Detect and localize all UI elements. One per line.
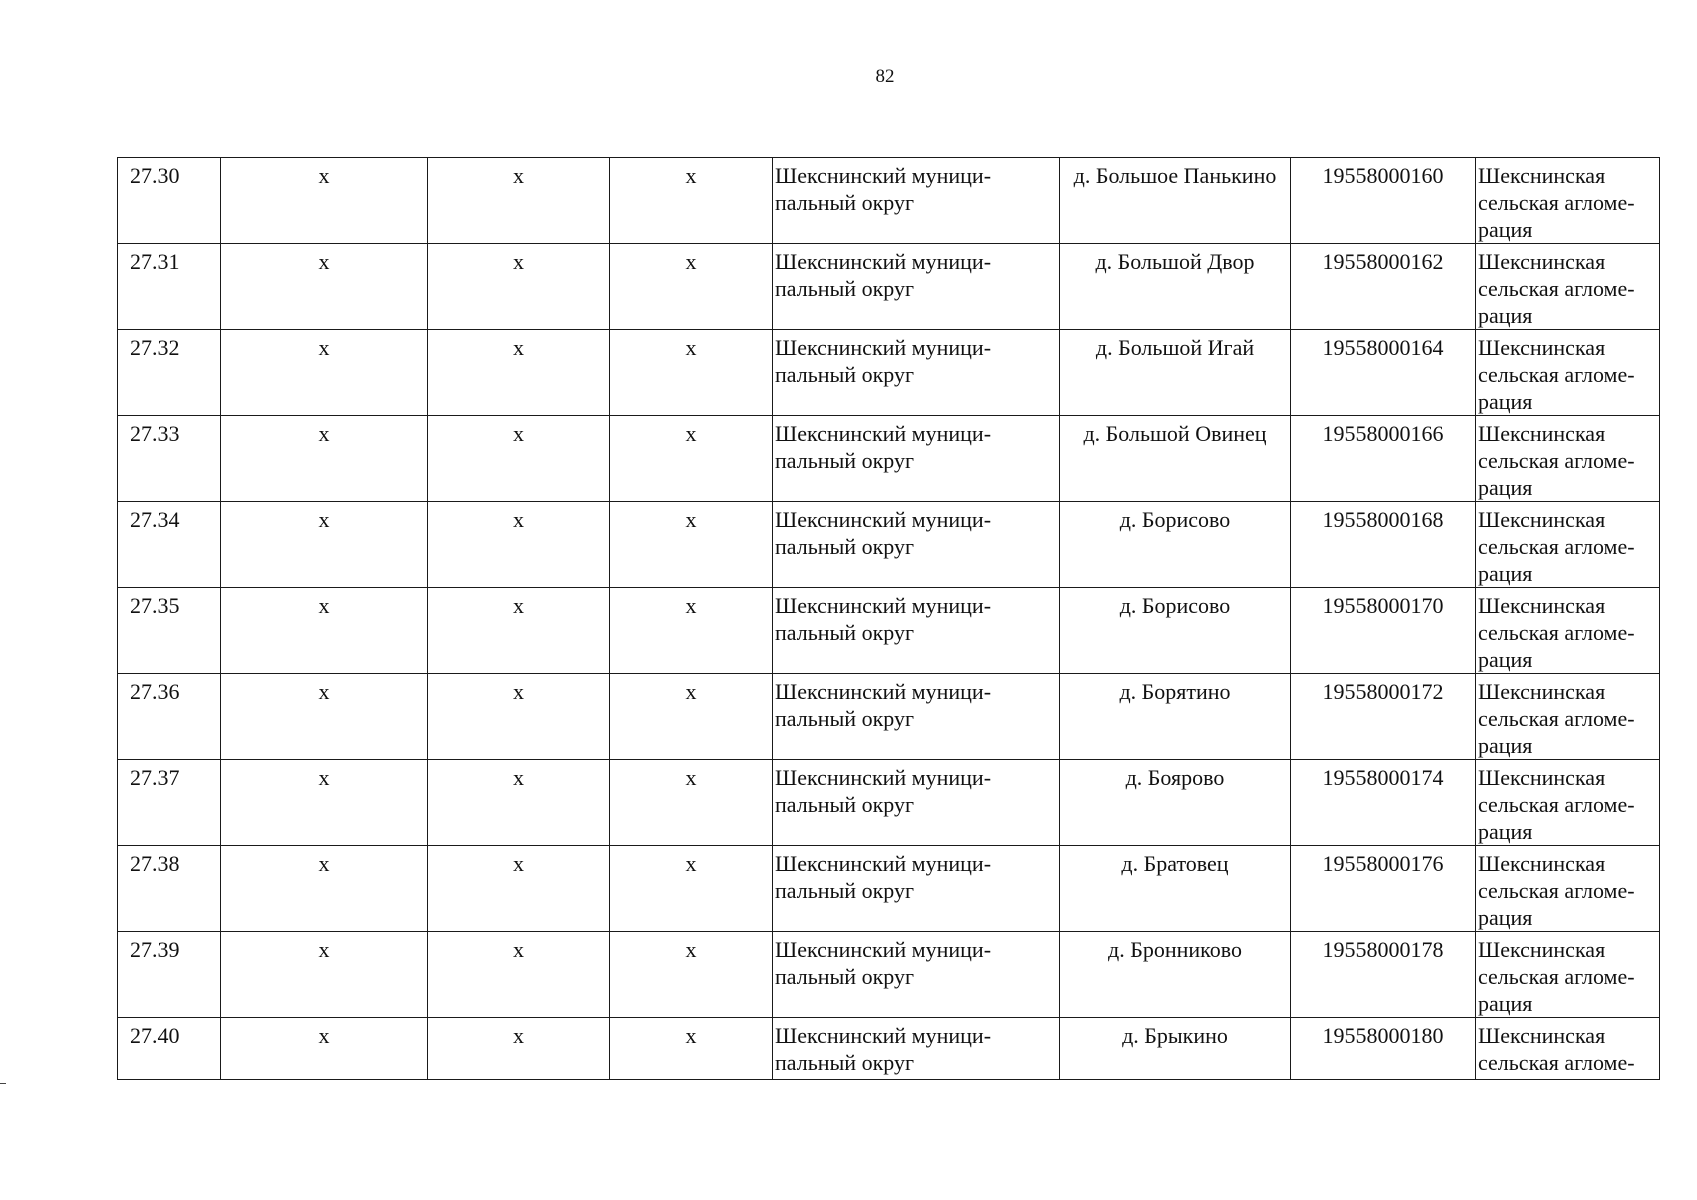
oktmo-code-cell: 19558000166: [1291, 416, 1476, 502]
oktmo-code-cell: 19558000164: [1291, 330, 1476, 416]
agglomeration-line-1: Шекснинская: [1478, 163, 1606, 188]
district-cell: [773, 416, 1060, 502]
settlement-cell: д. Брыкино: [1060, 1018, 1291, 1080]
district-line-2: пальный округ: [775, 792, 914, 817]
agglomeration-line-1: Шекснинская: [1478, 937, 1606, 962]
cell-x: x: [221, 846, 428, 932]
district-line-2: пальный округ: [775, 448, 914, 473]
agglomeration-line-2: сельская агломе-: [1478, 448, 1635, 473]
oktmo-code-cell: 19558000178: [1291, 932, 1476, 1018]
agglomeration-line-2: сельская агломе-: [1478, 534, 1635, 559]
district-line-2: пальный округ: [775, 878, 914, 903]
district-line-1: Шекснинский муници-: [775, 937, 992, 962]
cell-x: x: [221, 158, 428, 244]
cell-x: x: [428, 932, 610, 1018]
cell-x: x: [221, 588, 428, 674]
table-row: [118, 1018, 1660, 1080]
row-number: 27.31: [118, 244, 221, 330]
agglomeration-line-2: сельская агломе-: [1478, 362, 1635, 387]
agglomeration-line-3: рация: [1478, 303, 1533, 328]
cell-x: x: [221, 244, 428, 330]
cell-x: x: [221, 416, 428, 502]
district-line-1: Шекснинский муници-: [775, 163, 992, 188]
district-cell: [773, 932, 1060, 1018]
agglomeration-line-2: сельская агломе-: [1478, 276, 1635, 301]
settlement-cell: д. Большой Игай: [1060, 330, 1291, 416]
agglomeration-cell: [1476, 674, 1660, 760]
cell-x: x: [610, 244, 773, 330]
scan-edge-mark: [0, 1083, 6, 1084]
district-line-1: Шекснинский муници-: [775, 679, 992, 704]
agglomeration-line-3: рация: [1478, 389, 1533, 414]
cell-x: x: [428, 502, 610, 588]
table-row: [118, 760, 1660, 846]
row-number: 27.37: [118, 760, 221, 846]
agglomeration-line-2: сельская агломе-: [1478, 878, 1635, 903]
district-line-2: пальный округ: [775, 1050, 914, 1075]
cell-x: x: [428, 846, 610, 932]
district-cell: [773, 674, 1060, 760]
cell-x: x: [610, 674, 773, 760]
agglomeration-line-3: рация: [1478, 819, 1533, 844]
agglomeration-line-2: сельская агломе-: [1478, 964, 1635, 989]
settlement-cell: д. Большой Овинец: [1060, 416, 1291, 502]
oktmo-code-cell: 19558000170: [1291, 588, 1476, 674]
district-line-1: Шекснинский муници-: [775, 507, 992, 532]
table-row: [118, 244, 1660, 330]
agglomeration-line-1: Шекснинская: [1478, 679, 1606, 704]
row-number: 27.38: [118, 846, 221, 932]
cell-x: x: [428, 244, 610, 330]
district-line-1: Шекснинский муници-: [775, 249, 992, 274]
district-cell: [773, 1018, 1060, 1080]
district-line-2: пальный округ: [775, 190, 914, 215]
district-line-2: пальный округ: [775, 706, 914, 731]
agglomeration-line-1: Шекснинская: [1478, 765, 1606, 790]
row-number: 27.33: [118, 416, 221, 502]
settlements-table-container: [117, 157, 1659, 1080]
agglomeration-cell: [1476, 330, 1660, 416]
district-line-1: Шекснинский муници-: [775, 851, 992, 876]
agglomeration-line-1: Шекснинская: [1478, 421, 1606, 446]
cell-x: x: [610, 588, 773, 674]
agglomeration-cell: [1476, 502, 1660, 588]
agglomeration-cell: [1476, 416, 1660, 502]
cell-x: x: [428, 1018, 610, 1080]
district-line-1: Шекснинский муници-: [775, 593, 992, 618]
cell-x: x: [428, 416, 610, 502]
oktmo-code-cell: 19558000174: [1291, 760, 1476, 846]
district-line-1: Шекснинский муници-: [775, 421, 992, 446]
district-line-1: Шекснинский муници-: [775, 1023, 992, 1048]
agglomeration-line-2: сельская агломе-: [1478, 1050, 1635, 1075]
oktmo-code-cell: 19558000180: [1291, 1018, 1476, 1080]
row-number: 27.39: [118, 932, 221, 1018]
district-line-2: пальный округ: [775, 362, 914, 387]
agglomeration-line-1: Шекснинская: [1478, 335, 1606, 360]
row-number: 27.30: [118, 158, 221, 244]
agglomeration-cell: [1476, 932, 1660, 1018]
table-row: [118, 588, 1660, 674]
district-line-1: Шекснинский муници-: [775, 765, 992, 790]
cell-x: x: [610, 760, 773, 846]
agglomeration-line-1: Шекснинская: [1478, 851, 1606, 876]
cell-x: x: [221, 502, 428, 588]
table-row: [118, 158, 1660, 244]
row-number: 27.34: [118, 502, 221, 588]
cell-x: x: [221, 330, 428, 416]
cell-x: x: [428, 760, 610, 846]
settlement-cell: д. Братовец: [1060, 846, 1291, 932]
settlement-cell: д. Большое Панькино: [1060, 158, 1291, 244]
agglomeration-line-1: Шекснинская: [1478, 507, 1606, 532]
cell-x: x: [221, 1018, 428, 1080]
cell-x: x: [428, 674, 610, 760]
row-number: 27.35: [118, 588, 221, 674]
settlement-cell: д. Борисово: [1060, 588, 1291, 674]
settlement-cell: д. Борятино: [1060, 674, 1291, 760]
district-line-2: пальный округ: [775, 534, 914, 559]
cell-x: x: [610, 846, 773, 932]
agglomeration-line-3: рация: [1478, 561, 1533, 586]
district-cell: [773, 502, 1060, 588]
cell-x: x: [221, 932, 428, 1018]
oktmo-code-cell: 19558000176: [1291, 846, 1476, 932]
table-row: [118, 502, 1660, 588]
agglomeration-cell: [1476, 760, 1660, 846]
table-row: [118, 416, 1660, 502]
table-row: [118, 330, 1660, 416]
district-cell: [773, 846, 1060, 932]
agglomeration-cell: [1476, 588, 1660, 674]
agglomeration-line-2: сельская агломе-: [1478, 190, 1635, 215]
oktmo-code-cell: 19558000168: [1291, 502, 1476, 588]
cell-x: x: [428, 588, 610, 674]
row-number: 27.36: [118, 674, 221, 760]
cell-x: x: [610, 416, 773, 502]
row-number: 27.40: [118, 1018, 221, 1080]
page-number: 82: [875, 66, 895, 87]
row-number: 27.32: [118, 330, 221, 416]
district-line-2: пальный округ: [775, 620, 914, 645]
agglomeration-line-3: рация: [1478, 647, 1533, 672]
agglomeration-line-2: сельская агломе-: [1478, 620, 1635, 645]
cell-x: x: [610, 1018, 773, 1080]
oktmo-code-cell: 19558000172: [1291, 674, 1476, 760]
agglomeration-cell: [1476, 846, 1660, 932]
oktmo-code-cell: 19558000160: [1291, 158, 1476, 244]
agglomeration-line-1: Шекснинская: [1478, 593, 1606, 618]
agglomeration-line-3: рация: [1478, 733, 1533, 758]
settlement-cell: д. Большой Двор: [1060, 244, 1291, 330]
settlement-cell: д. Бронниково: [1060, 932, 1291, 1018]
cell-x: x: [428, 330, 610, 416]
cell-x: x: [610, 502, 773, 588]
agglomeration-line-1: Шекснинская: [1478, 1023, 1606, 1048]
district-cell: [773, 588, 1060, 674]
table-row: [118, 846, 1660, 932]
table-body: [118, 158, 1660, 1080]
cell-x: x: [221, 674, 428, 760]
table-row: [118, 674, 1660, 760]
agglomeration-cell: [1476, 1018, 1660, 1080]
agglomeration-line-2: сельская агломе-: [1478, 792, 1635, 817]
cell-x: x: [221, 760, 428, 846]
district-cell: [773, 760, 1060, 846]
district-line-1: Шекснинский муници-: [775, 335, 992, 360]
district-line-2: пальный округ: [775, 276, 914, 301]
cell-x: x: [610, 330, 773, 416]
settlement-cell: д. Борисово: [1060, 502, 1291, 588]
cell-x: x: [610, 932, 773, 1018]
oktmo-code-cell: 19558000162: [1291, 244, 1476, 330]
agglomeration-cell: [1476, 158, 1660, 244]
settlements-table: [117, 157, 1660, 1080]
table-row: [118, 932, 1660, 1018]
district-cell: [773, 330, 1060, 416]
agglomeration-cell: [1476, 244, 1660, 330]
district-line-2: пальный округ: [775, 964, 914, 989]
agglomeration-line-3: рация: [1478, 217, 1533, 242]
agglomeration-line-2: сельская агломе-: [1478, 706, 1635, 731]
cell-x: x: [610, 158, 773, 244]
settlement-cell: д. Боярово: [1060, 760, 1291, 846]
agglomeration-line-1: Шекснинская: [1478, 249, 1606, 274]
agglomeration-line-3: рация: [1478, 475, 1533, 500]
district-cell: [773, 158, 1060, 244]
agglomeration-line-3: рация: [1478, 905, 1533, 930]
district-cell: [773, 244, 1060, 330]
agglomeration-line-3: рация: [1478, 991, 1533, 1016]
cell-x: x: [428, 158, 610, 244]
